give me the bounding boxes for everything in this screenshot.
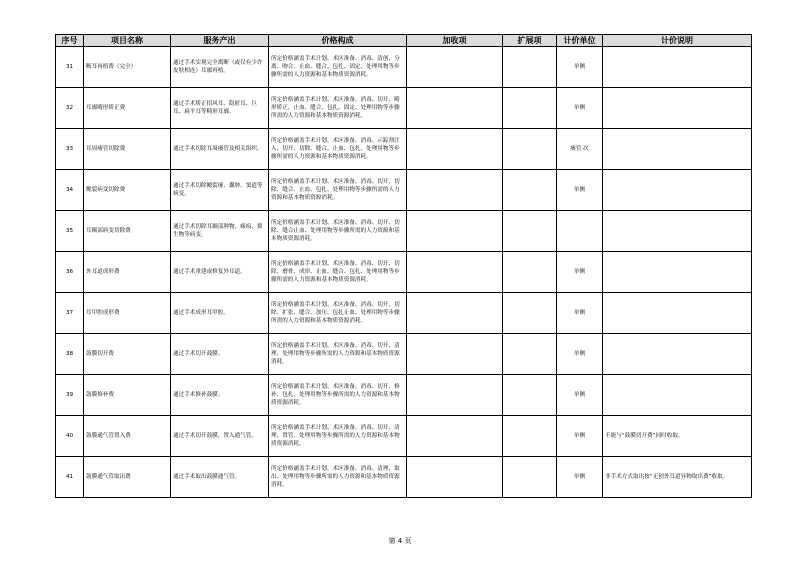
cell-unit: 单侧 [557,252,603,293]
table-body [56,47,752,498]
cell-composition: 所定价格涵盖手术计划、术区准备、消毒、切开、畸形矫正、止血、缝合、包扎、固定、处理用物等步骤所需的人力资源和基本物质资源消耗。 [269,88,407,129]
cell-composition: 所定价格涵盖手术计划、术区准备、消毒、清创、分离、吻合、止血、缝合、包扎、固定、处理用物等步骤所需的人力资源和基本物质资源消耗。 [269,47,407,88]
cell-no: 37 [56,293,84,334]
cell-ext [503,47,557,88]
table-row [56,88,752,129]
cell-name: 断耳再植费（完全） [84,47,171,88]
cell-note [603,334,752,375]
cell-ext [503,252,557,293]
header-row [56,35,752,47]
cell-unit: 单侧 [557,170,603,211]
cell-note: 不能与“鼓膜切开费”同时收取。 [603,416,752,457]
cell-extra [407,334,503,375]
table-row [56,293,752,334]
cell-unit: 单侧 [557,47,603,88]
cell-output: 通过手术切开鼓膜，置入通气管。 [171,416,269,457]
cell-name: 鳃裂病变切除费 [84,170,171,211]
header-no: 序号 [56,35,84,47]
cell-extra [407,129,503,170]
cell-note [603,375,752,416]
cell-ext [503,416,557,457]
cell-composition: 所定价格涵盖手术计划、术区准备、消毒、切开、切除、缝合止血、处理用物等步骤所需的人力资源和基本物质资源消耗。 [269,211,407,252]
page-number: 第 4 页 [388,537,412,545]
cell-no: 34 [56,170,84,211]
cell-no: 35 [56,211,84,252]
header-ext: 扩展项 [503,35,557,47]
cell-name: 耳廓畸形矫正费 [84,88,171,129]
cell-no: 39 [56,375,84,416]
table-row [56,129,752,170]
cell-name: 耳颞部病变切除费 [84,211,171,252]
cell-ext [503,129,557,170]
table-row [56,211,752,252]
cell-extra [407,170,503,211]
cell-note [603,293,752,334]
cell-note [603,47,752,88]
cell-note [603,129,752,170]
table-row [56,252,752,293]
cell-composition: 所定价格涵盖手术计划、术区准备、消毒、切开、清理、处理用物等步骤所需的人力资源和基本物质资源消耗。 [269,334,407,375]
table-row [56,47,752,88]
cell-name: 鼓膜通气管置入费 [84,416,171,457]
cell-composition: 所定价格涵盖手术计划、术区准备、消毒、切开、切除、磨骨、成形、止血、缝合、包扎、处理用物等步骤所需的人力资源和基本物质资源消耗。 [269,252,407,293]
cell-note: 非手术方式取出按“无创外耳道异物取出费”收取。 [603,457,752,498]
cell-extra [407,375,503,416]
cell-composition: 所定价格涵盖手术计划、术区准备、消毒、示踪剂注入、切开、切除、缝合、止血、包扎、处理用物等步骤所需的人力资源和基本物质资源消耗。 [269,129,407,170]
cell-no: 31 [56,47,84,88]
cell-output: 通过手术重建或修复外耳道。 [171,252,269,293]
cell-unit: 单侧 [557,88,603,129]
cell-extra [407,211,503,252]
cell-note [603,211,752,252]
cell-ext [503,88,557,129]
header-note: 计价说明 [603,35,752,47]
cell-ext [503,457,557,498]
cell-no: 32 [56,88,84,129]
cell-extra [407,457,503,498]
cell-unit: 单侧 [557,375,603,416]
header-unit: 计价单位 [557,35,603,47]
cell-output: 通过手术成形耳甲腔。 [171,293,269,334]
cell-unit: 单侧 [557,334,603,375]
header-extra: 加收项 [407,35,503,47]
cell-unit: 单侧 [557,416,603,457]
cell-ext [503,293,557,334]
table-row [56,170,752,211]
cell-note [603,88,752,129]
table-row [56,416,752,457]
cell-name: 耳甲腔成形费 [84,293,171,334]
cell-no: 36 [56,252,84,293]
cell-extra [407,47,503,88]
cell-unit: 单侧 [557,457,603,498]
table-row [56,457,752,498]
cell-extra [407,252,503,293]
cell-no: 38 [56,334,84,375]
cell-output: 通过手术切开鼓膜。 [171,334,269,375]
cell-output: 通过手术切除耳周瘘管及相关组织。 [171,129,269,170]
header-output: 服务产出 [171,35,269,47]
cell-output: 通过手术切除耳颞部肿物、瘢痕、赘生物等病变。 [171,211,269,252]
cell-composition: 所定价格涵盖手术计划、术区准备、消毒、切开、切除、扩张、缝合、加压、包扎止血、处理用物等步骤所需的人力资源和基本物质资源消耗。 [269,293,407,334]
cell-name: 鼓膜通气管取出费 [84,457,171,498]
cell-composition: 所定价格涵盖手术计划、术区准备、消毒、切开、清理、置管、处理用物等步骤所需的人力资源和基本物质资源消耗。 [269,416,407,457]
cell-output: 通过手术矫正招风耳、隐匿耳、巨耳、扁平耳等畸形耳廓。 [171,88,269,129]
cell-composition: 所定价格涵盖手术计划、术区准备、消毒、切开、切除、缝合、止血、包扎、处理用物等步骤所需的人力资源和基本物质资源消耗。 [269,170,407,211]
cell-output: 通过手术切除鳃裂瘘、囊肿、窦道等病变。 [171,170,269,211]
cell-name: 耳周瘘管切除费 [84,129,171,170]
cell-extra [407,416,503,457]
cell-no: 40 [56,416,84,457]
header-composition: 价格构成 [269,35,407,47]
cell-no: 41 [56,457,84,498]
cell-note [603,252,752,293]
cell-composition: 所定价格涵盖手术计划、术区准备、消毒、清理、取出、处理用物等步骤所需的人力资源和基本物质资源消耗。 [269,457,407,498]
cell-unit [557,211,603,252]
table-row [56,334,752,375]
cell-name: 外耳道成形费 [84,252,171,293]
cell-output: 通过手术取出鼓膜通气管。 [171,457,269,498]
cell-output: 通过手术修补鼓膜。 [171,375,269,416]
cell-name: 鼓膜修补费 [84,375,171,416]
header-name: 项目名称 [84,35,171,47]
cell-name: 鼓膜切开费 [84,334,171,375]
cell-extra [407,88,503,129]
table-row [56,375,752,416]
cell-output: 通过手术实现完全离断（或仅有少许皮肤相连）耳廓再植。 [171,47,269,88]
cell-extra [407,293,503,334]
cell-unit: 瘘管·次 [557,129,603,170]
price-table [55,34,752,498]
cell-unit: 单侧 [557,293,603,334]
cell-ext [503,211,557,252]
cell-note [603,170,752,211]
cell-ext [503,170,557,211]
cell-composition: 所定价格涵盖手术计划、术区准备、消毒、切开、修补、包扎、处理用物等步骤所需的人力资源和基本物质资源消耗。 [269,375,407,416]
cell-ext [503,334,557,375]
cell-no: 33 [56,129,84,170]
cell-ext [503,375,557,416]
